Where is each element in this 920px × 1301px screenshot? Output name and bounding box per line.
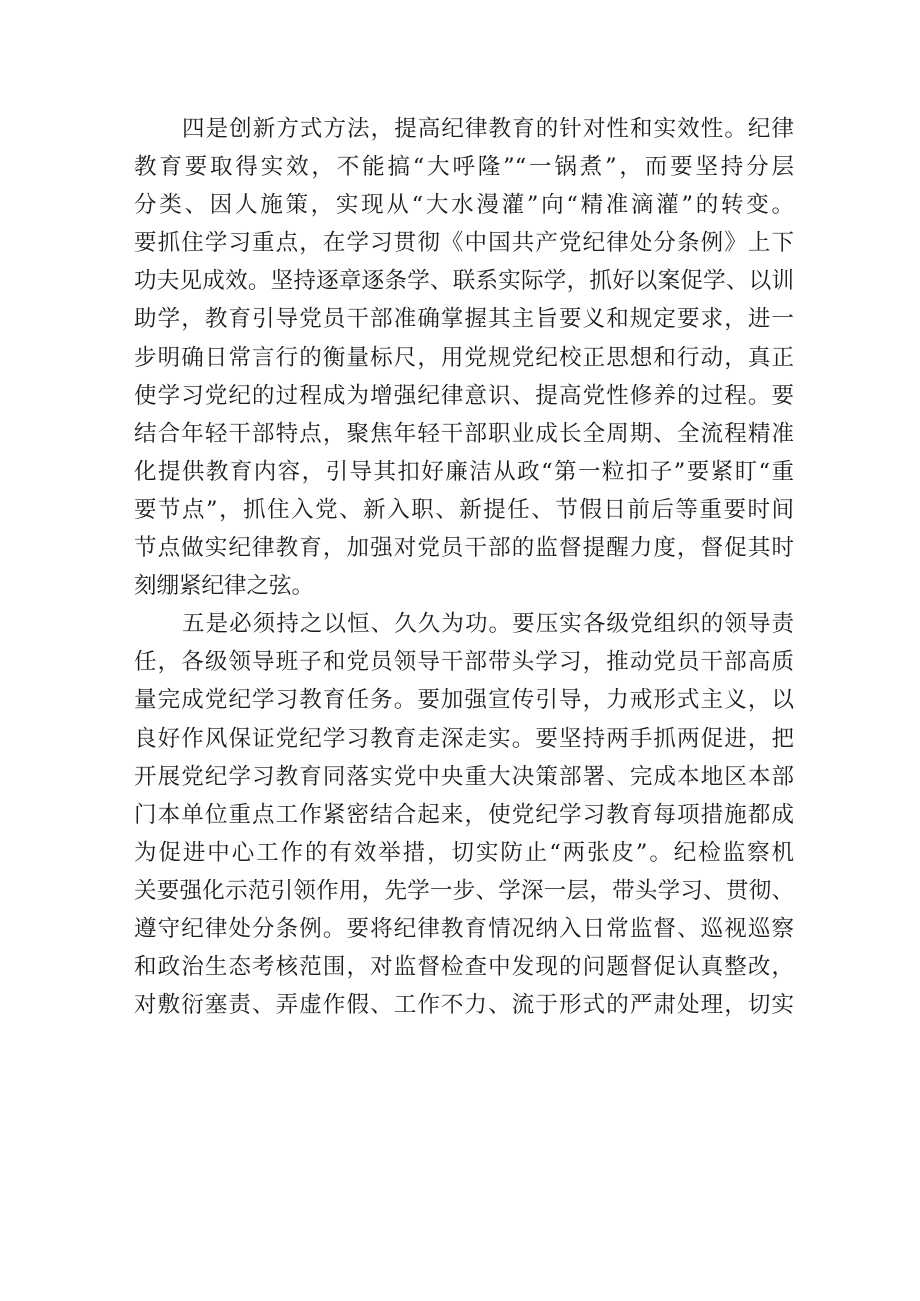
text-line: 使学习党纪的过程成为增强纪律意识、提高党性修养的过程。要 xyxy=(134,382,794,409)
text-line: 对敷衍塞责、弄虚作假、工作不力、流于形式的严肃处理，切实 xyxy=(134,992,794,1019)
text-line: 任，各级领导班子和党员领导干部带头学习，推动党员干部高质 xyxy=(134,649,794,676)
text-line: 节点做实纪律教育，加强对党员干部的监督提醒力度，督促其时 xyxy=(134,535,794,562)
document-body xyxy=(134,110,794,1024)
text-line: 开展党纪学习教育同落实党中央重大决策部署、完成本地区本部 xyxy=(134,763,794,790)
text-line: 为促进中心工作的有效举措，切实防止“两张皮”。纪检监察机 xyxy=(134,839,794,866)
text-line: 助学，教育引导党员干部准确掌握其主旨要义和规定要求，进一 xyxy=(134,306,794,333)
text-line: 要抓住学习重点，在学习贯彻《中国共产党纪律处分条例》上下 xyxy=(134,230,794,257)
text-line: 门本单位重点工作紧密结合起来，使党纪学习教育每项措施都成 xyxy=(134,801,794,828)
text-line: 分类、因人施策，实现从“大水漫灌”向“精准滴灌”的转变。 xyxy=(134,192,794,219)
text-line: 步明确日常言行的衡量标尺，用党规党纪校正思想和行动，真正 xyxy=(134,344,794,371)
text-line: 化提供教育内容，引导其扣好廉洁从政“第一粒扣子”要紧盯“重 xyxy=(134,458,794,485)
text-line: 五是必须持之以恒、久久为功。要压实各级党组织的领导责 xyxy=(182,611,794,638)
text-line: 功夫见成效。坚持逐章逐条学、联系实际学，抓好以案促学、以训 xyxy=(134,268,794,295)
text-line: 良好作风保证党纪学习教育走深走实。要坚持两手抓两促进，把 xyxy=(134,725,794,752)
text-line: 量完成党纪学习教育任务。要加强宣传引导，力戒形式主义，以 xyxy=(134,687,794,714)
text-line: 教育要取得实效，不能搞“大呼隆”“一锅煮”，而要坚持分层 xyxy=(134,154,794,181)
text-line: 要节点”，抓住入党、新入职、新提任、节假日前后等重要时间 xyxy=(134,496,794,523)
text-line: 遵守纪律处分条例。要将纪律教育情况纳入日常监督、巡视巡察 xyxy=(134,915,794,942)
paragraph-4-discipline-education-methods xyxy=(134,110,794,605)
text-line: 刻绷紧纪律之弦。 xyxy=(134,573,315,600)
paragraph-5-persistence xyxy=(134,605,794,1024)
text-line: 关要强化示范引领作用，先学一步、学深一层，带头学习、贯彻、 xyxy=(134,877,794,904)
text-line: 四是创新方式方法，提高纪律教育的针对性和实效性。纪律 xyxy=(182,116,794,142)
text-line: 结合年轻干部特点，聚焦年轻干部职业成长全周期、全流程精准 xyxy=(134,420,794,447)
text-line: 和政治生态考核范围，对监督检查中发现的问题督促认真整改， xyxy=(134,954,794,981)
